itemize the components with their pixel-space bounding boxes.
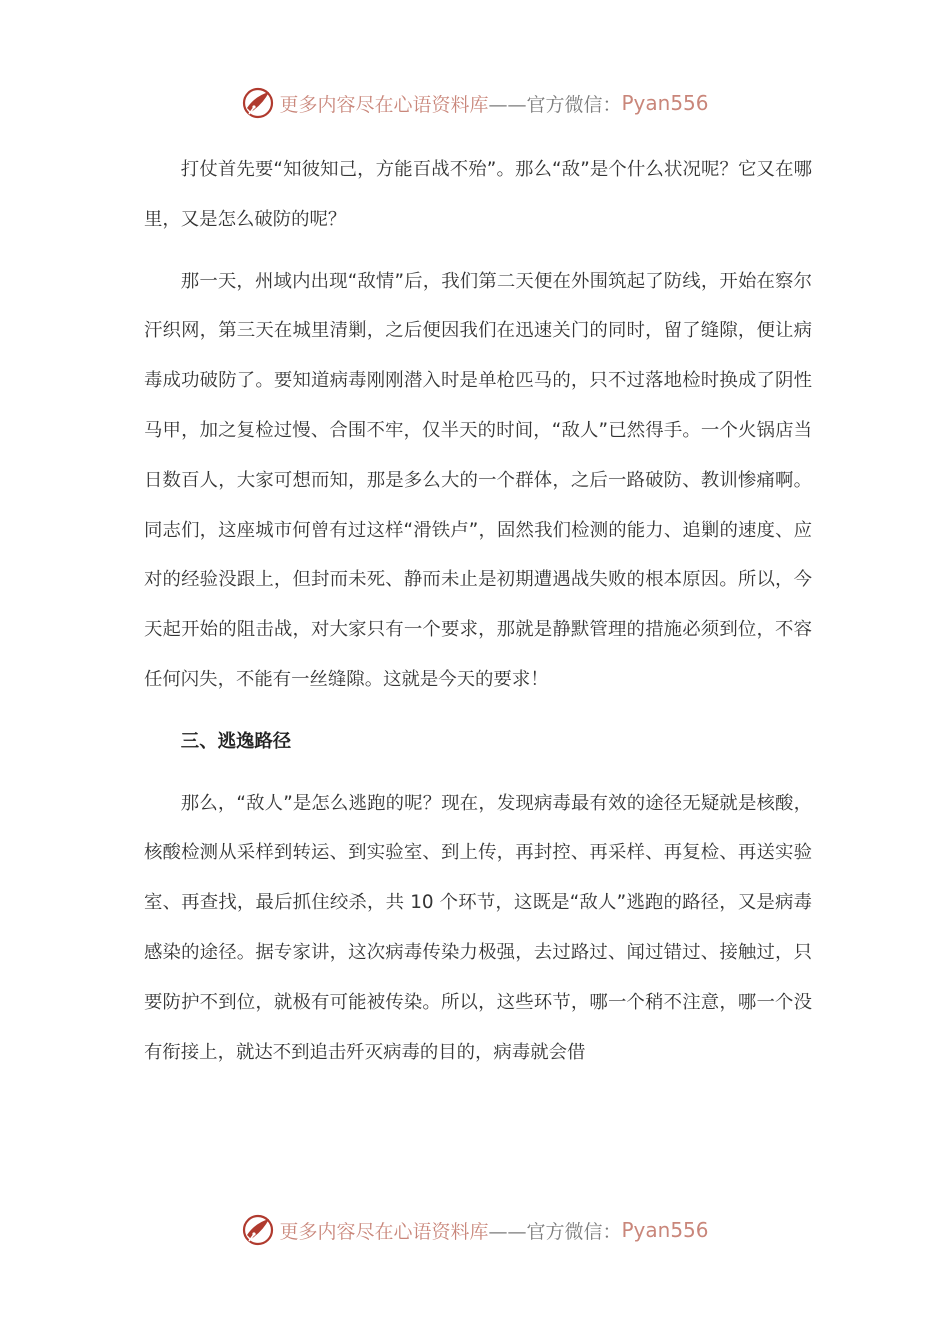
section-heading: 三、逃逸路径 [180, 730, 292, 752]
banner-site-name: 更多内容尽在心语资料库 [279, 93, 489, 116]
pen-nib-logo-icon [241, 86, 275, 120]
banner-wechat-id: Pyan556 [621, 1218, 709, 1242]
banner-wechat-id: Pyan556 [621, 91, 709, 115]
paragraph-escape-path: 那么，“敌人”是怎么逃跑的呢？现在，发现病毒最有效的途径无疑就是核酸，核酸检测从采样到转运、到实验室、到上传，再封控、再采样、再复检、再送实验室、再查找，最后抓住绞杀，共 10 个环节，这既是“敌人”逃跑的路径，又是病毒感染的途径。据专家讲，这次病毒传染力极强，去过路过、闻过错过、接触过，只要防护不到位，就极有可能被传染。所以，这些环节，哪一个稍不注意，哪一个没有衔接上，就达不到追击歼灭病毒的目的，病毒就会借 [144, 792, 812, 1063]
footer-banner [0, 1210, 950, 1250]
paragraph-intro: 打仗首先要“知彼知己，方能百战不殆”。那么“敌”是个什么状况呢？它又在哪里，又是怎么破防的呢？ [144, 159, 812, 230]
paragraph-defense: 那一天，州域内出现“敌情”后，我们第二天便在外围筑起了防线，开始在察尔汗织网，第三天在城里清剿，之后便因我们在迅速关门的同时，留了缝隙，便让病毒成功破防了。要知道病毒刚刚潜入时是单枪匹马的，只不过落地检时换成了阴性马甲，加之复检过慢、合围不牢，仅半天的时间，“敌人”已然得手。一个火锅店当日数百人，大家可想而知，那是多么大的一个群体，之后一路破防、教训惨痛啊。同志们，这座城市何曾有过这样“滑铁卢”，固然我们检测的能力、追剿的速度、应对的经验没跟上，但封而未死、静而未止是初期遭遇战失败的根本原因。所以，今天起开始的阻击战，对大家只有一个要求，那就是静默管理的措施必须到位，不容任何闪失，不能有一丝缝隙。这就是今天的要求！ [144, 270, 812, 690]
banner-separator-label: ——官方微信： [488, 93, 622, 116]
banner-site-name: 更多内容尽在心语资料库 [279, 1220, 489, 1243]
banner-separator-label: ——官方微信： [488, 1220, 622, 1243]
pen-nib-logo-icon [241, 1213, 275, 1247]
header-banner [0, 83, 950, 123]
article-body [144, 145, 812, 1089]
